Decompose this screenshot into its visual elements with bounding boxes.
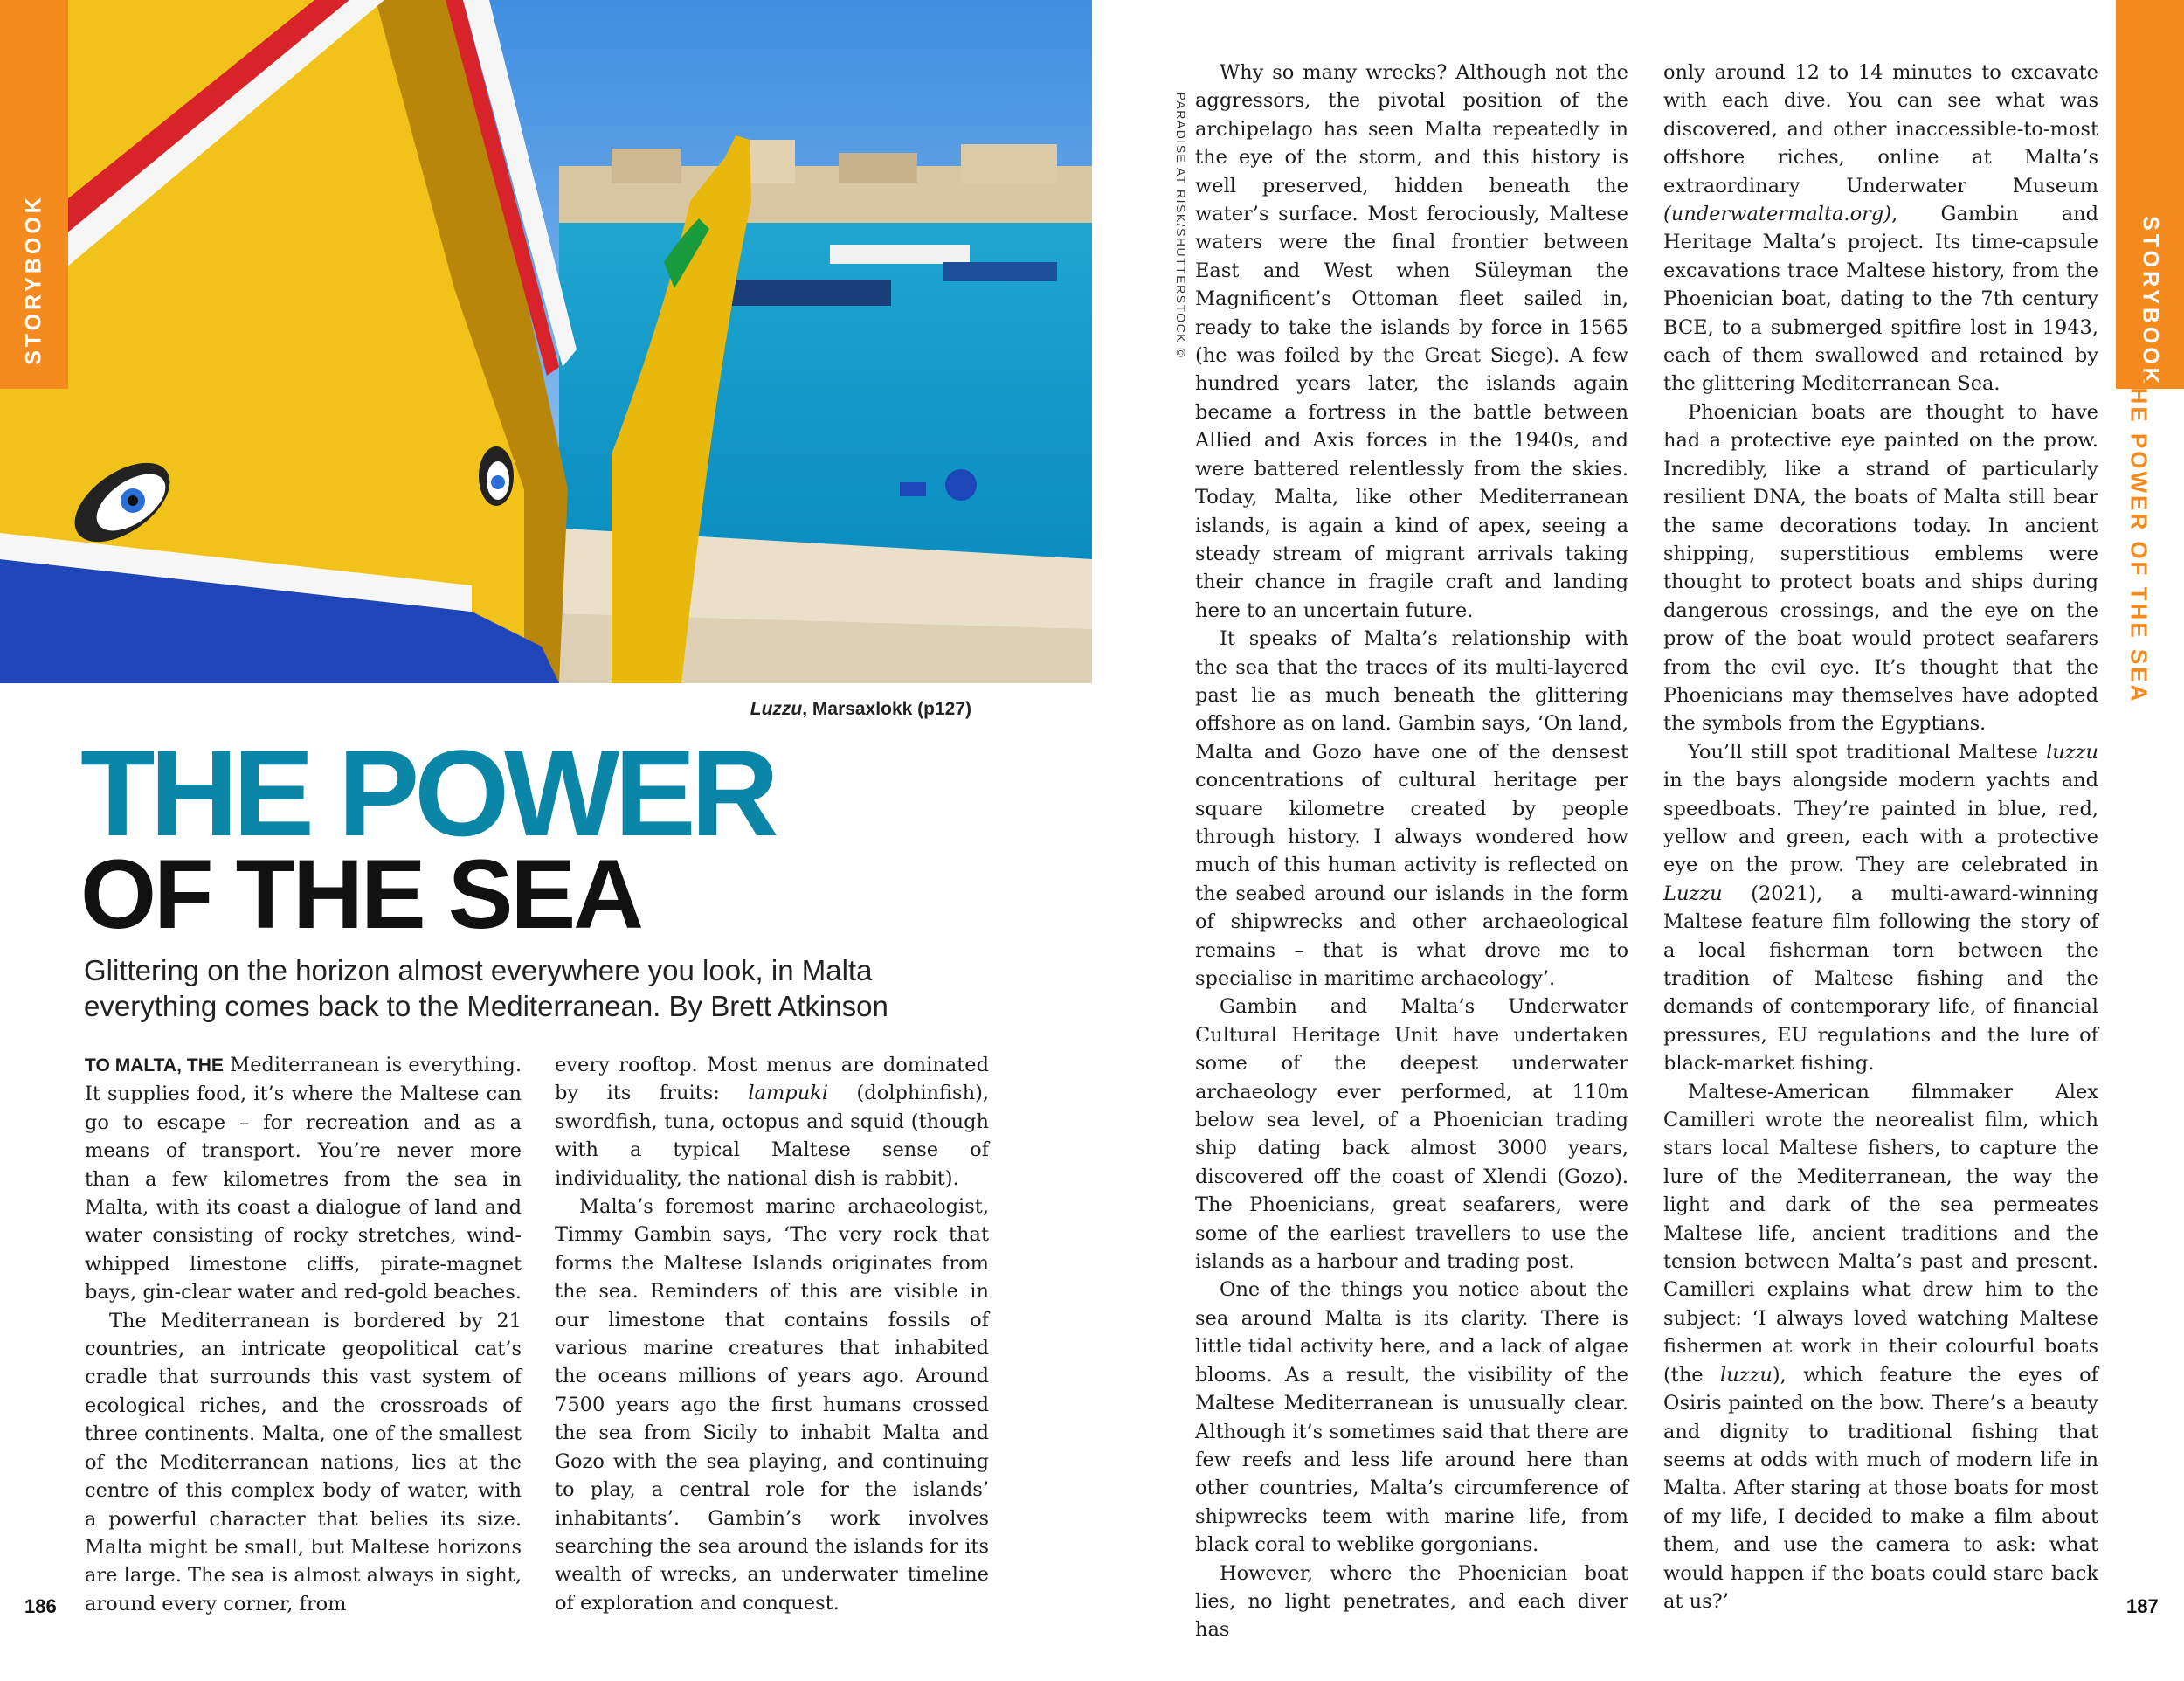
article-title-line2: OF THE SEA [80,840,642,949]
storybook-tab-right [2116,0,2184,389]
caption-rest: , Marsaxlokk (p127) [802,699,971,719]
section-running-head: THE POWER OF THE SEA [2125,370,2153,704]
luzzu-photo [0,0,1092,683]
paragraph: only around 12 to 14 minutes to excavate with each dive. You can see what was discovered, and other inaccessible-to-most offshore riches, online at Malta’s extraordinary Underwater Museum (underwatermalta.org), Gambin and Heritage Malta’s project. Its time-capsule excavations trace Maltese history, from the Phoenician boat, dating to the 7th century BCE, to a submerged spitfire lost in 1943, each of them swallowed and retained by the glittering Mediterranean Sea. [1663,61,2098,396]
article-column-2 [555,1051,989,1617]
luzzu-boat-image [0,0,1092,683]
article-column-1 [85,1051,522,1618]
paragraph: The Mediterranean is bordered by 21 countries, an intricate geopolitical cat’s cradle that surrounds this vast system of ecological riches, and the crossroads of three continents. Malta, one of the smallest of the Mediterranean nations, lies at the centre of this complex body of water, with a powerful character that belies its size. Malta might be small, but Maltese horizons are large. The sea is almost always in sight, around every corner, from [85,1309,522,1615]
page-number-right: 187 [2126,1595,2159,1617]
paragraph: Maltese-American filmmaker Alex Camilleri wrote the neorealist film, which stars local Maltese fishers, to capture the lure of the Mediterranean, the way the light and dark of the sea permeates Maltese life, ancient traditions and the tension between Malta’s past and present. Camilleri explains what drew him to the subject: ‘I always loved watching Maltese fishermen at work in their colourful boats (the luzzu), which feature the eyes of Osiris painted on the bow. There’s a beauty and dignity to traditional fishing that seems at odds with much of modern life in Malta. After staring at those boats for most of my life, I decided to make a film about them, and use the camera to ask: what would happen if the boats could stare back at us?’ [1663,1080,2098,1613]
paragraph: You’ll still spot traditional Maltese luzzu in the bays alongside modern yachts and speedboats. They’re painted in blue, red, yellow and green, each with a protective eye on the prow. They are celebrated in Luzzu (2021), a multi-award-winning Maltese feature film following the story of a local fisherman torn between the tradition of Maltese fishing and the demands of contemporary life, of financial pressures, EU regulations and the lure of black-market fishing. [1663,740,2098,1076]
paragraph: One of the things you notice about the sea around Malta is its clarity. There is little tidal activity here, and a lack of algae blooms. As a result, the visibility of the Maltese Mediterranean is unusually clear. Although it’s sometimes said that there are few reefs and less life around here than other countries, Malta’s circumference of shipwrecks teem with marine life, from black coral to weblike gorgonians. [1195,1278,1628,1557]
storybook-tab-left [0,0,68,389]
paragraph: Gambin and Malta’s Underwater Cultural Heritage Unit have undertaken some of the deepest underwater archaeology ever performed, at 110m below sea level, of a Phoenician trading ship dating back almost 3000 years, discovered off the coast of Xlendi (Gozo). The Phoenicians, great seafarers, were some of the earliest travellers to use the islands as a harbour and trading post. [1195,995,1628,1274]
standfirst: Glittering on the horizon almost everywhere you look, in Malta everything comes back to the Mediterranean. By Brett Atkinson [84,954,888,1022]
article-title-line1: THE POWER [80,724,774,861]
museum-url: (underwatermalta.org) [1663,203,1892,226]
page-number-left: 186 [24,1595,57,1617]
paragraph: every rooftop. Most menus are dominated by its fruits: lampuki (dolphinfish), swordfish, tuna, octopus and squid (though with a typical Maltese sense of individuality, the national dish is rabbit). [555,1054,989,1190]
caption-italic: Luzzu [750,699,803,719]
paragraph: It speaks of Malta’s relationship with the sea that the traces of its multi-layered past lie as much beneath the glittering offshore as on land. Gambin says, ‘On land, Malta and Gozo have one of the densest concentrations of cultural heritage per square kilometre created by people through history. I always wondered how much of this human activity is reflected on the seabed around our islands in the form of shipwrecks and other archaeological remains – that is what drove me to specialise in maritime archaeology’. [1195,627,1628,990]
article-column-3 [1195,59,1628,1644]
article-column-4 [1663,59,2098,1615]
paragraph: However, where the Phoenician boat lies, no light penetrates, and each diver has [1195,1561,1628,1642]
storybook-label: STORYBOOK [21,194,46,365]
paragraph: Why so many wrecks? Although not the aggressors, the pivotal position of the archipelago has seen Malta repeatedly in the eye of the storm, and this history is well preserved, hidden beneath the water’s surface. Most ferociously, Maltese waters were the final frontier between East and West when Süleyman the Magnificent’s Ottoman fleet sailed in, ready to take the islands by force in 1565 (he was foiled by the Great Siege). A few hundred years later, the islands again became a fortress in the battle between Allied and Axis forces in the 1940s, and were battered relentlessly from the skies. Today, Malta, like other Mediterranean islands, is again a kind of apex, seeing a steady stream of migrant arrivals taking their chance in fragile craft and landing here to an uncertain future. [1195,61,1628,622]
eye-of-osiris-icon [479,446,514,506]
paragraph: Malta’s foremost marine archaeologist, Timmy Gambin says, ‘The very rock that forms the Maltese Islands originates from the sea. Reminders of this are visible in our limestone that contains fossils of various marine creatures that inhabited the oceans millions of years ago. Around 7500 years ago the first humans crossed the sea from Sicily to inhabit Malta and Gozo with the sea playing, and continuing to play, a central role for the islands’ inhabitants’. Gambin’s work involves searching the sea around the islands for its wealth of wrecks, an underwater timeline of exploration and conquest. [555,1195,989,1615]
paragraph: TO MALTA, THE Mediterranean is everything. It supplies food, it’s where the Maltese can go to escape – for recreation and as a means of transport. You’re never more than a few kilometres from the sea in Malta, with its coast a dialogue of land and water consisting of rocky stretches, wind-whipped limestone cliffs, pirate-magnet bays, gin-clear water and red-gold beaches. [85,1054,522,1304]
photo-caption [750,699,971,720]
photo-credit: PARADISE AT RISK/SHUTTERSTOCK © [1174,92,1188,359]
storybook-label: STORYBOOK [2138,216,2163,387]
lead-in: TO MALTA, THE [85,1055,224,1076]
paragraph: Phoenician boats are thought to have had a protective eye painted on the prow. Incredibly, like a strand of particularly resilient DNA, the boats of Malta still bear the same decorations today. In ancient shipping, superstitious emblems were thought to protect boats and ships during dangerous crossings, and the eye on the prow of the boat would protect seafarers from the evil eye. It’s thought that the Phoenicians may themselves have adopted the symbols from the Egyptians. [1663,400,2098,736]
